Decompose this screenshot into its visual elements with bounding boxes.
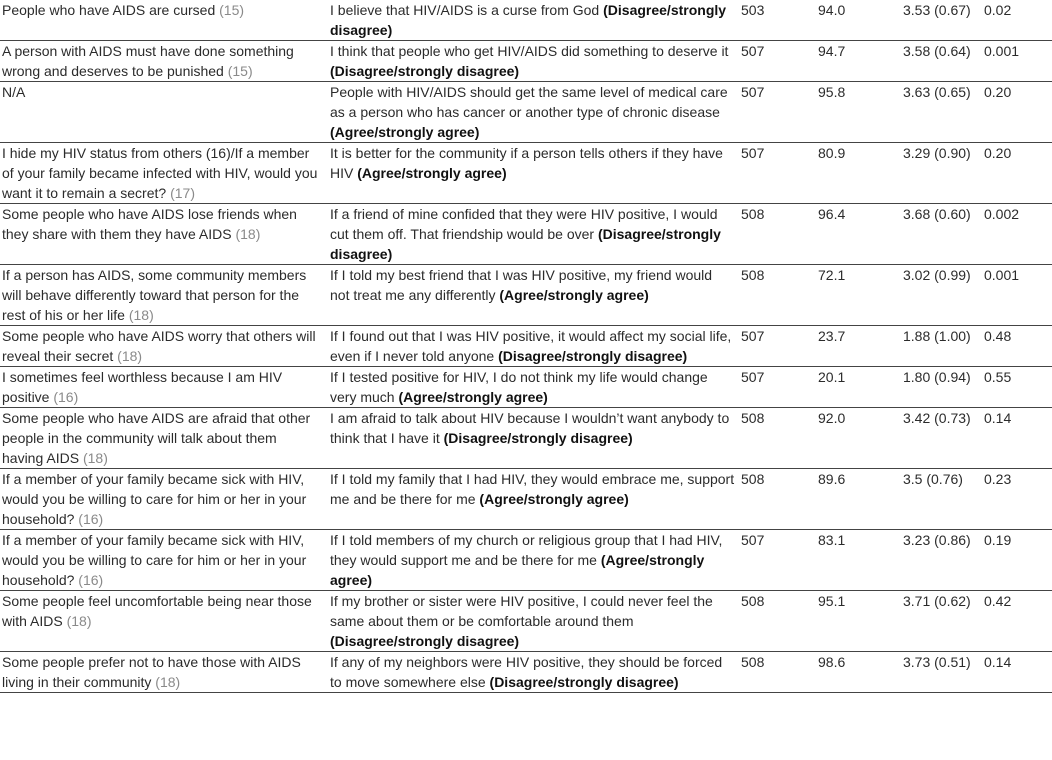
reference-citation: (15) [227,63,253,79]
adapted-item-text: If I told my best friend that I was HIV positive, my friend would not treat me any differently [330,267,713,303]
table-row [0,82,1052,143]
table-row [0,591,1052,652]
mean-sd-value: 3.73 (0.51) [903,652,984,693]
favorable-response: (Disagree/strongly disagree) [330,2,727,38]
table-row [0,326,1052,367]
n-value: 508 [741,204,818,265]
n-value: 507 [741,530,818,591]
reference-citation: (18) [128,307,154,323]
adapted-item-text: If I told my family that I had HIV, they would embrace me, support me and be there for me [330,471,735,507]
favorable-response: (Agree/strongly agree) [479,491,629,507]
original-item-cell [0,143,330,204]
adapted-item-text: It is better for the community if a person tells others if they have HIV [330,145,723,181]
favorable-response: (Agree/strongly agree) [330,124,480,140]
mean-sd-value: 3.23 (0.86) [903,530,984,591]
n-value: 508 [741,652,818,693]
original-item-text: Some people prefer not to have those with AIDS living in their community [2,654,301,690]
percent-value: 95.8 [818,82,903,143]
original-item-cell [0,408,330,469]
adapted-item-cell [330,469,741,530]
original-item-text: N/A [2,84,26,100]
original-item-text: A person with AIDS must have done something wrong and deserves to be punished [2,43,294,79]
table-row [0,0,1052,41]
reference-citation: (18) [82,450,108,466]
adapted-item-text: If I tested positive for HIV, I do not think my life would change very much [330,369,708,405]
original-item-cell [0,204,330,265]
percent-value: 94.0 [818,0,903,41]
n-value: 508 [741,469,818,530]
p-value: 0.002 [984,204,1052,265]
p-value: 0.55 [984,367,1052,408]
original-item-text: People who have AIDS are cursed [2,2,216,18]
adapted-item-cell [330,408,741,469]
reference-citation: (15) [219,2,245,18]
favorable-response: (Disagree/strongly disagree) [443,430,633,446]
original-item-text: If a person has AIDS, some community members will behave differently toward that person for the rest of his or her life [2,267,307,323]
reference-citation: (17) [170,185,195,201]
mean-sd-value: 3.63 (0.65) [903,82,984,143]
mean-sd-value: 1.80 (0.94) [903,367,984,408]
original-item-text: I hide my HIV status from others (16)/If a member of your family became infected with HIV, would you want it to remain a secret? [2,145,318,201]
table-row [0,204,1052,265]
table-row [0,265,1052,326]
original-item-text: Some people feel uncomfortable being near those with AIDS [2,593,312,629]
adapted-item-text: If I told members of my church or religious group that I had HIV, they would support me and be there for me [330,532,723,568]
table-row [0,469,1052,530]
p-value: 0.14 [984,652,1052,693]
original-item-cell [0,469,330,530]
favorable-response: (Agree/strongly agree) [357,165,507,181]
adapted-item-cell [330,367,741,408]
table-row [0,143,1052,204]
reference-citation: (18) [235,226,261,242]
favorable-response: (Disagree/strongly disagree) [330,226,721,262]
favorable-response: (Disagree/strongly disagree) [498,348,688,364]
n-value: 507 [741,367,818,408]
reference-citation: (18) [117,348,143,364]
adapted-item-cell [330,204,741,265]
adapted-item-text: If a friend of mine confided that they were HIV positive, I would cut them off. That friendship would be over [330,206,718,242]
p-value: 0.001 [984,41,1052,82]
adapted-item-cell [330,0,741,41]
mean-sd-value: 3.53 (0.67) [903,0,984,41]
p-value: 0.14 [984,408,1052,469]
percent-value: 72.1 [818,265,903,326]
reference-citation: (16) [78,572,104,588]
n-value: 507 [741,82,818,143]
percent-value: 80.9 [818,143,903,204]
original-item-cell [0,265,330,326]
adapted-item-cell [330,591,741,652]
reference-citation: (16) [78,511,104,527]
p-value: 0.42 [984,591,1052,652]
original-item-text: If a member of your family became sick with HIV, would you be willing to care for him or her in your household? [2,471,307,527]
mean-sd-value: 1.88 (1.00) [903,326,984,367]
mean-sd-value: 3.71 (0.62) [903,591,984,652]
reference-citation: (18) [66,613,92,629]
percent-value: 89.6 [818,469,903,530]
original-item-cell [0,367,330,408]
adapted-item-text: If I found out that I was HIV positive, it would affect my social life, even if I never told anyone [330,328,732,364]
table-row [0,41,1052,82]
original-item-cell [0,82,330,143]
table-row [0,408,1052,469]
favorable-response: (Disagree/strongly disagree) [330,63,520,79]
n-value: 508 [741,408,818,469]
percent-value: 98.6 [818,652,903,693]
n-value: 508 [741,265,818,326]
adapted-item-text: If any of my neighbors were HIV positive, they should be forced to move somewhere else [330,654,723,690]
reference-citation: (18) [155,674,181,690]
p-value: 0.19 [984,530,1052,591]
p-value: 0.48 [984,326,1052,367]
favorable-response: (Agree/strongly agree) [330,552,705,588]
adapted-item-text: If my brother or sister were HIV positive, I could never feel the same about them or be comfortable around them [330,593,713,629]
adapted-item-text: I believe that HIV/AIDS is a curse from God [330,2,600,18]
adapted-item-cell [330,265,741,326]
favorable-response: (Agree/strongly agree) [499,287,649,303]
adapted-item-cell [330,652,741,693]
n-value: 507 [741,41,818,82]
percent-value: 92.0 [818,408,903,469]
table-row [0,367,1052,408]
mean-sd-value: 3.68 (0.60) [903,204,984,265]
favorable-response: (Agree/strongly agree) [398,389,548,405]
p-value: 0.23 [984,469,1052,530]
percent-value: 94.7 [818,41,903,82]
original-item-text: If a member of your family became sick with HIV, would you be willing to care for him or her in your household? [2,532,307,588]
original-item-cell [0,591,330,652]
mean-sd-value: 3.02 (0.99) [903,265,984,326]
original-item-text: Some people who have AIDS worry that others will reveal their secret [2,328,316,364]
table-row [0,652,1052,693]
p-value: 0.02 [984,0,1052,41]
p-value: 0.20 [984,143,1052,204]
adapted-item-cell [330,41,741,82]
original-item-cell [0,41,330,82]
mean-sd-value: 3.58 (0.64) [903,41,984,82]
adapted-item-cell [330,326,741,367]
p-value: 0.001 [984,265,1052,326]
adapted-item-cell [330,82,741,143]
mean-sd-value: 3.5 (0.76) [903,469,984,530]
adapted-item-text: I think that people who get HIV/AIDS did something to deserve it [330,43,729,59]
reference-citation: (16) [53,389,79,405]
p-value: 0.20 [984,82,1052,143]
percent-value: 83.1 [818,530,903,591]
mean-sd-value: 3.29 (0.90) [903,143,984,204]
percent-value: 95.1 [818,591,903,652]
percent-value: 23.7 [818,326,903,367]
table-row [0,530,1052,591]
n-value: 507 [741,326,818,367]
adapted-item-text: I am afraid to talk about HIV because I wouldn’t want anybody to think that I have it [330,410,730,446]
original-item-text: Some people who have AIDS are afraid that other people in the community will talk about them having AIDS [2,410,311,466]
n-value: 508 [741,591,818,652]
adapted-item-cell [330,530,741,591]
original-item-cell [0,0,330,41]
original-item-cell [0,530,330,591]
original-item-cell [0,326,330,367]
adapted-item-cell [330,143,741,204]
favorable-response: (Disagree/strongly disagree) [489,674,679,690]
original-item-text: Some people who have AIDS lose friends when they share with them they have AIDS [2,206,297,242]
original-item-text: I sometimes feel worthless because I am HIV positive [2,369,283,405]
original-item-cell [0,652,330,693]
n-value: 503 [741,0,818,41]
percent-value: 20.1 [818,367,903,408]
n-value: 507 [741,143,818,204]
mean-sd-value: 3.42 (0.73) [903,408,984,469]
adapted-item-text: People with HIV/AIDS should get the same level of medical care as a person who has cancer or another type of chronic disease [330,84,728,120]
percent-value: 96.4 [818,204,903,265]
favorable-response: (Disagree/strongly disagree) [330,633,520,649]
